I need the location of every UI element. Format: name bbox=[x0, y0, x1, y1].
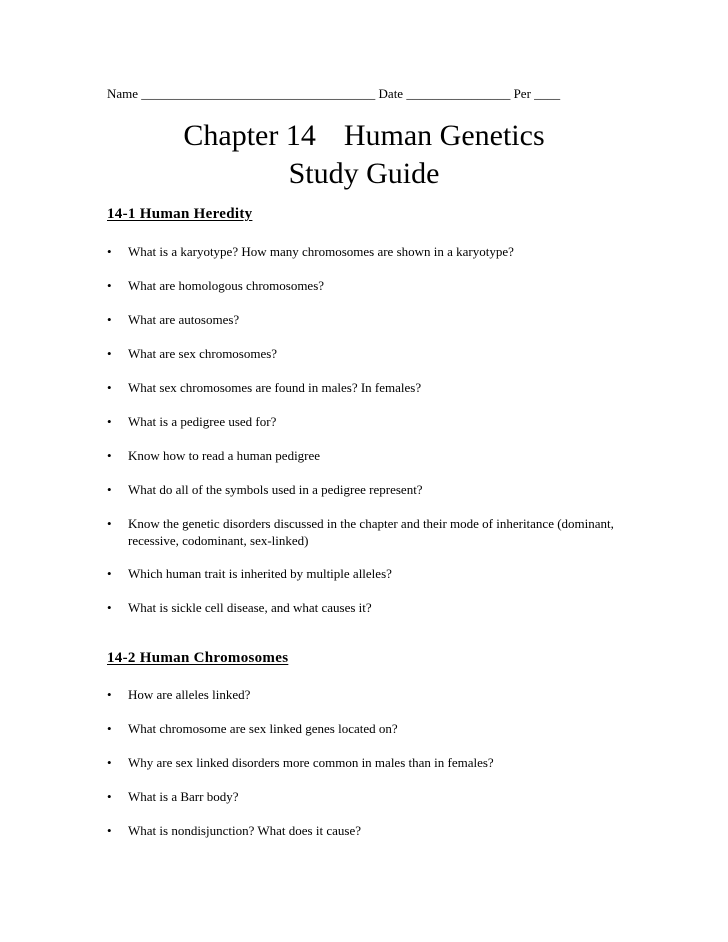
chapter-topic: Human Genetics bbox=[343, 119, 545, 152]
list-item: • What are homologous chromosomes? bbox=[107, 278, 325, 293]
list-item: • Know the genetic disorders discussed in the chapter and their mode of inheritance (dominant, recessive, codominant, sex-linked) bbox=[107, 516, 614, 548]
bullet-icon: • bbox=[107, 244, 112, 259]
list-item: • Know how to read a human pedigree bbox=[107, 448, 321, 463]
chapter-number: Chapter 14 bbox=[183, 119, 316, 152]
chapter-title bbox=[0, 118, 728, 154]
list-item: • What chromosome are sex linked genes located on? bbox=[107, 721, 398, 736]
bullet-icon: • bbox=[107, 312, 112, 327]
list-item: • What is a pedigree used for? bbox=[107, 414, 277, 429]
bullet-icon: • bbox=[107, 721, 112, 736]
bullet-icon: • bbox=[107, 566, 112, 581]
list-item: • What are autosomes? bbox=[107, 312, 240, 327]
list-item: • What is sickle cell disease, and what causes it? bbox=[107, 600, 372, 615]
list-item: • What are sex chromosomes? bbox=[107, 346, 278, 361]
list-item: • What is nondisjunction? What does it cause? bbox=[107, 823, 361, 838]
bullet-icon: • bbox=[107, 789, 112, 804]
bullet-icon: • bbox=[107, 278, 112, 293]
list-item: • What is a karyotype? How many chromosomes are shown in a karyotype? bbox=[107, 244, 514, 259]
section-heading-14-1: 14-1 Human Heredity bbox=[107, 206, 253, 222]
list-item: • Which human trait is inherited by multiple alleles? bbox=[107, 566, 392, 581]
name-date-period-line: Name ____________________________________ Date ________________ Per ____ bbox=[107, 86, 561, 101]
bullet-icon: • bbox=[107, 823, 112, 838]
bullet-icon: • bbox=[107, 346, 112, 361]
list-item: • What sex chromosomes are found in males? In females? bbox=[107, 380, 422, 395]
section-heading-14-2: 14-2 Human Chromosomes bbox=[107, 650, 289, 666]
study-guide-subtitle: Study Guide bbox=[288, 157, 440, 190]
bullet-icon: • bbox=[107, 600, 112, 615]
list-item: • What do all of the symbols used in a pedigree represent? bbox=[107, 482, 423, 497]
bullet-icon: • bbox=[107, 448, 112, 463]
bullet-icon: • bbox=[107, 755, 112, 770]
bullet-icon: • bbox=[107, 687, 112, 702]
bullet-icon: • bbox=[107, 380, 112, 395]
bullet-icon: • bbox=[107, 482, 112, 497]
list-item: • What is a Barr body? bbox=[107, 789, 239, 804]
list-item: • How are alleles linked? bbox=[107, 687, 251, 702]
bullet-icon: • bbox=[107, 516, 112, 531]
list-item: • Why are sex linked disorders more common in males than in females? bbox=[107, 755, 494, 770]
bullet-icon: • bbox=[107, 414, 112, 429]
